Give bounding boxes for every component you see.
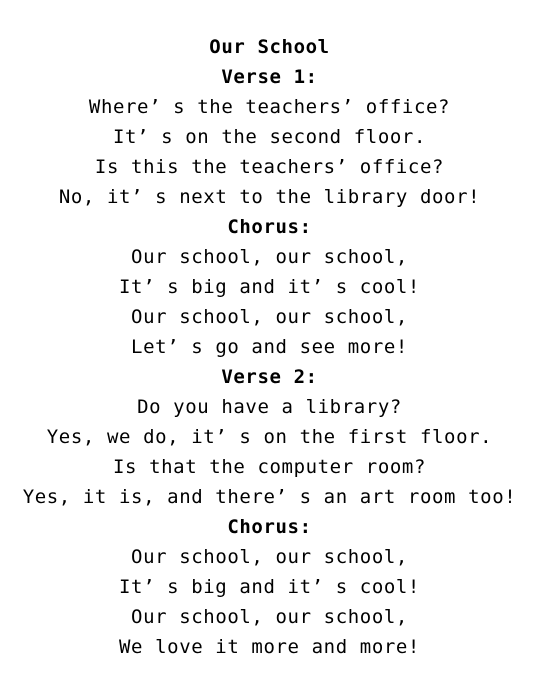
chorus-1-line: Let’ s go and see more!: [131, 336, 408, 358]
chorus-2-heading: Chorus:: [227, 516, 312, 538]
song-sheet: [0, 32, 539, 662]
verse-2-line: Yes, we do, it’ s on the first floor.: [46, 426, 493, 448]
chorus-1-heading: Chorus:: [227, 216, 312, 238]
verse-1-line: It’ s on the second floor.: [112, 126, 426, 148]
chorus-1-line: Our school, our school,: [131, 306, 408, 328]
song-title: Our School: [209, 36, 330, 58]
verse-2-line: Yes, it is, and there’ s an art room too!: [22, 486, 517, 508]
verse-1-line: No, it’ s next to the library door!: [58, 186, 481, 208]
verse-2-line: Is that the computer room?: [112, 456, 426, 478]
chorus-2-line: It’ s big and it’ s cool!: [119, 576, 420, 598]
chorus-2-line: Our school, our school,: [131, 546, 408, 568]
chorus-1-line: Our school, our school,: [131, 246, 408, 268]
chorus-1-line: It’ s big and it’ s cool!: [119, 276, 420, 298]
verse-2-line: Do you have a library?: [137, 396, 402, 418]
verse-2-heading: Verse 2:: [221, 366, 318, 388]
verse-1-line: Is this the teachers’ office?: [94, 156, 445, 178]
verse-1-heading: Verse 1:: [221, 66, 318, 88]
chorus-2-line: We love it more and more!: [119, 636, 420, 658]
chorus-2-line: Our school, our school,: [131, 606, 408, 628]
verse-1-line: Where’ s the teachers’ office?: [88, 96, 451, 118]
